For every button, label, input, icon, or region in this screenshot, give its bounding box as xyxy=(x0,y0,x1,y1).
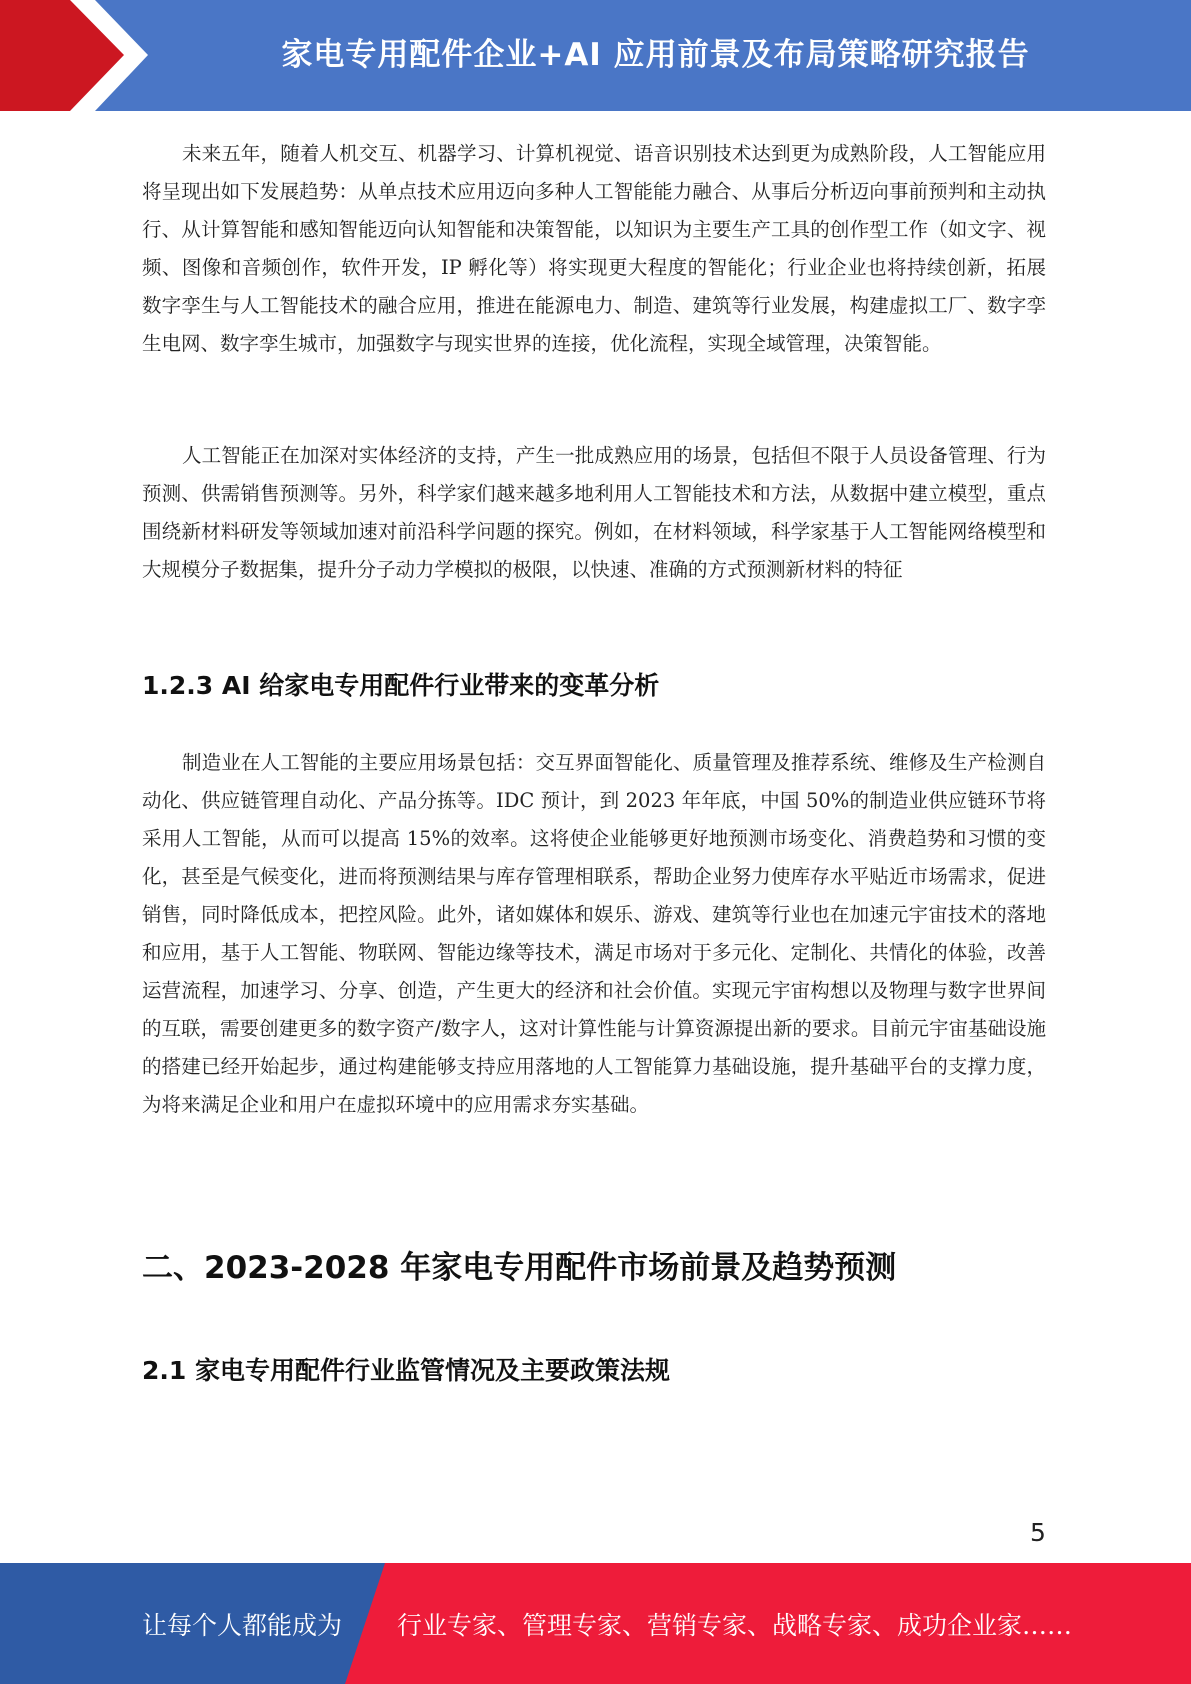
paragraph-ai-trends: 未来五年，随着人机交互、机器学习、计算机视觉、语音识别技术达到更为成熟阶段，人工智能应用将呈现出如下发展趋势：从单点技术应用迈向多种人工智能能力融合、从事后分析迈向事前预判和主动执行、从计算智能和感知智能迈向认知智能和决策智能，以知识为主要生产工具的创作型工作（如文字、视频、图像和音频创作，软件开发，IP 孵化等）将实现更大程度的智能化；行业企业也将持续创新，拓展数字孪生与人工智能技术的融合应用，推进在能源电力、制造、建筑等行业发展，构建虚拟工厂、数字孪生电网、数字孪生城市，加强数字与现实世界的连接，优化流程，实现全域管理，决策智能。 xyxy=(142,142,1046,355)
paragraph-ai-real-economy: 人工智能正在加深对实体经济的支持，产生一批成熟应用的场景，包括但不限于人员设备管理、行为预测、供需销售预测等。另外，科学家们越来越多地利用人工智能技术和方法，从数据中建立模型，重点围绕新材料研发等领域加速对前沿科学问题的探究。例如，在材料领域，科学家基于人工智能网络模型和大规模分子数据集，提升分子动力学模拟的极限，以快速、准确的方式预测新材料的特征 xyxy=(142,444,1046,581)
section-heading-2-1: 2.1 家电专用配件行业监管情况及主要政策法规 xyxy=(142,1356,670,1385)
section-heading-1-2-3: 1.2.3 AI 给家电专用配件行业带来的变革分析 xyxy=(142,671,660,700)
report-footer xyxy=(0,1563,1191,1684)
paragraph-manufacturing-ai: 制造业在人工智能的主要应用场景包括：交互界面智能化、质量管理及推荐系统、维修及生产检测自动化、供应链管理自动化、产品分拣等。IDC 预计，到 2023 年年底，中国 50%的制造业供应链环节将采用人工智能，从而可以提高 15%的效率。这将使企业能够更好地预测市场变化、消费趋势和习惯的变化，甚至是气候变化，进而将预测结果与库存管理相联系，帮助企业努力使库存水平贴近市场需求，促进销售，同时降低成本，把控风险。此外，诸如媒体和娱乐、游戏、建筑等行业也在加速元宇宙技术的落地和应用，基于人工智能、物联网、智能边缘等技术，满足市场对于多元化、定制化、共情化的体验，改善运营流程，加速学习、分享、创造，产生更大的经济和社会价值。实现元宇宙构想以及物理与数字世界间的互联，需要创建更多的数字资产/数字人，这对计算性能与计算资源提出新的要求。目前元宇宙基础设施的搭建已经开始起步，通过构建能够支持应用落地的人工智能算力基础设施，提升基础平台的支撑力度，为将来满足企业和用户在虚拟环境中的应用需求夯实基础。 xyxy=(142,751,1046,1116)
report-title: 家电专用配件企业+AI 应用前景及布局策略研究报告 xyxy=(281,37,1030,73)
report-header xyxy=(0,0,1191,111)
footer-slogan-right: 行业专家、管理专家、营销专家、战略专家、成功企业家…… xyxy=(397,1610,1073,1640)
page-number: 5 xyxy=(1030,1518,1046,1547)
chapter-heading-2: 二、2023-2028 年家电专用配件市场前景及趋势预测 xyxy=(142,1250,897,1286)
footer-slogan-left: 让每个人都能成为 xyxy=(142,1610,343,1640)
header-chevron-icon xyxy=(0,0,150,111)
